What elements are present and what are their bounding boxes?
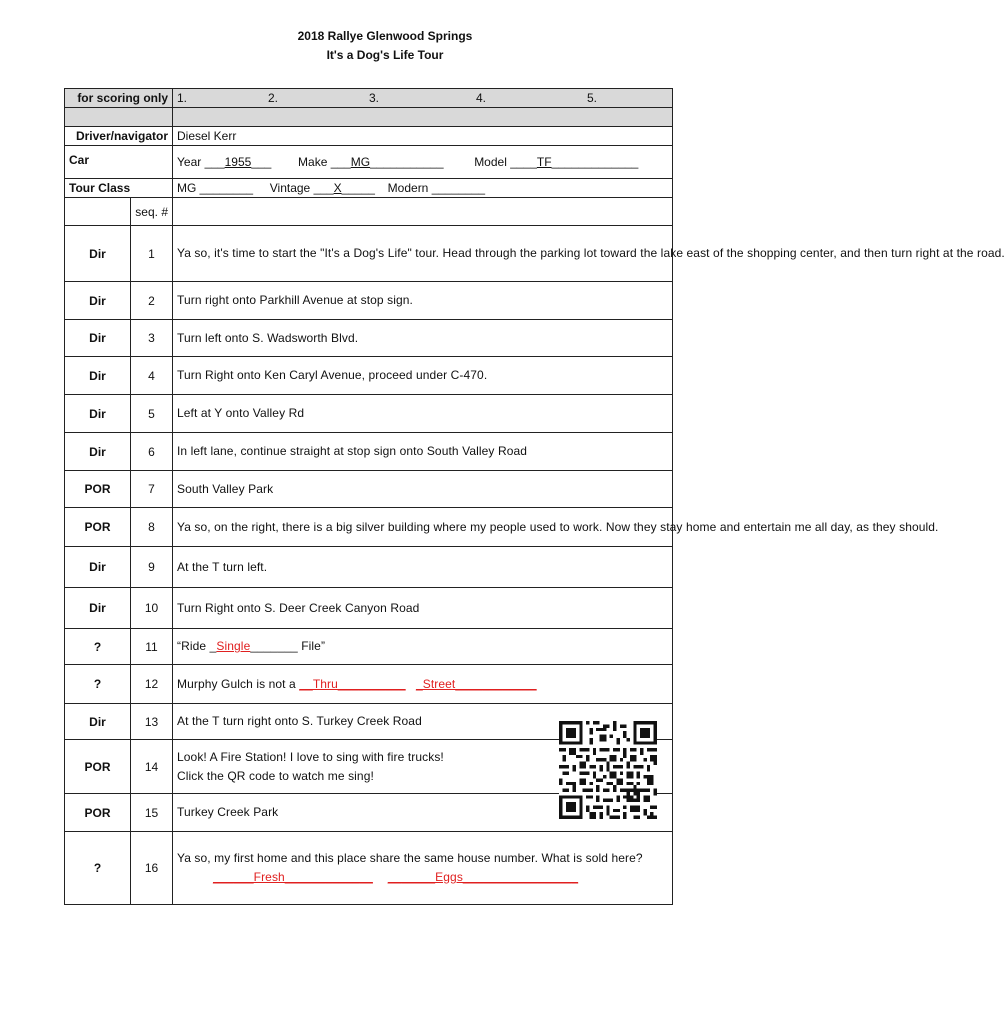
car-label: Car xyxy=(65,146,173,179)
seq-header: seq. # xyxy=(131,198,173,226)
row-instruction: Ya so, it's time to start the "It's a Dog's Life" tour. Head through the parking lot toward the lake east of the shopping center, and then turn right at the road. xyxy=(173,226,673,282)
document-subtitle: It's a Dog's Life Tour xyxy=(326,48,444,62)
driver-label: Driver/navigator xyxy=(65,127,173,146)
row-type: ? xyxy=(65,629,131,665)
row-type: Dir xyxy=(65,226,131,282)
table-row xyxy=(65,282,673,320)
table-row xyxy=(65,629,673,665)
row-seq: 10 xyxy=(131,588,173,629)
row-instruction xyxy=(173,665,673,704)
row-seq: 2 xyxy=(131,282,173,320)
answer-text-2: _______Eggs_________________ xyxy=(387,870,579,884)
car-model-label: Model ____ xyxy=(474,155,537,169)
row-instruction xyxy=(173,832,673,905)
answer-text: __Thru__________ xyxy=(299,676,406,691)
row-seq: 11 xyxy=(131,629,173,665)
question-text-tail: _______ File” xyxy=(250,639,326,653)
scoring-columns xyxy=(173,89,673,108)
tour-class-mg: MG ________ xyxy=(177,181,254,195)
instruction-line-1: Look! A Fire Station! I love to sing with fire trucks! xyxy=(177,749,444,764)
row-seq: 15 xyxy=(131,794,173,832)
row-seq: 6 xyxy=(131,433,173,471)
row-seq: 4 xyxy=(131,357,173,395)
row-type: Dir xyxy=(65,547,131,588)
table-row xyxy=(65,320,673,357)
driver-value: Diesel Kerr xyxy=(173,127,673,146)
row-seq: 14 xyxy=(131,740,173,794)
scoring-label: for scoring only xyxy=(65,89,173,108)
car-make-value: MG xyxy=(350,155,371,169)
row-type: Dir xyxy=(65,588,131,629)
car-year-trail: ___ xyxy=(251,155,272,169)
row-seq: 7 xyxy=(131,471,173,508)
question-text: Murphy Gulch is not a xyxy=(177,676,300,691)
row-instruction: Turkey Creek Park xyxy=(173,794,673,832)
table-row xyxy=(65,471,673,508)
table-row xyxy=(65,226,673,282)
row-seq: 5 xyxy=(131,395,173,433)
row-seq: 1 xyxy=(131,226,173,282)
question-text: Ya so, my first home and this place share the same house number. What is sold here? xyxy=(177,851,643,865)
row-instruction: Turn right onto Parkhill Avenue at stop sign. xyxy=(173,282,673,320)
answer-text: Single xyxy=(216,639,251,653)
row-type: ? xyxy=(65,832,131,905)
score-col-4: 4. xyxy=(476,91,487,105)
row-seq: 13 xyxy=(131,704,173,740)
score-col-1: 1. xyxy=(177,91,188,105)
row-type: Dir xyxy=(65,704,131,740)
tour-class-fields xyxy=(173,179,673,198)
question-text: “Ride _ xyxy=(177,639,217,653)
answer-text-2: _Street____________ xyxy=(415,676,537,691)
scoring-row xyxy=(65,89,673,108)
row-type: Dir xyxy=(65,357,131,395)
row-type: Dir xyxy=(65,320,131,357)
row-type: POR xyxy=(65,508,131,547)
tour-class-vintage-trail: _____ xyxy=(341,181,375,195)
row-type: ? xyxy=(65,665,131,704)
table-row xyxy=(65,508,673,547)
score-col-3: 3. xyxy=(369,91,380,105)
table-row xyxy=(65,665,673,704)
tour-class-modern: Modern ________ xyxy=(387,181,486,195)
row-instruction: At the T turn left. xyxy=(173,547,673,588)
table-row xyxy=(65,588,673,629)
row-instruction: Turn Right onto S. Deer Creek Canyon Road xyxy=(173,588,673,629)
row-type: Dir xyxy=(65,433,131,471)
row-type: POR xyxy=(65,794,131,832)
score-col-5: 5. xyxy=(587,91,598,105)
score-col-2: 2. xyxy=(268,91,279,105)
row-instruction: South Valley Park xyxy=(173,471,673,508)
qr-code-icon[interactable] xyxy=(555,721,661,819)
table-row xyxy=(65,547,673,588)
scoring-blank-row xyxy=(65,108,673,127)
driver-row xyxy=(65,127,673,146)
table-row xyxy=(65,357,673,395)
row-instruction xyxy=(173,629,673,665)
tour-class-vintage-value: X xyxy=(333,181,342,195)
car-year-label: Year ___ xyxy=(177,155,225,169)
row-seq: 8 xyxy=(131,508,173,547)
row-instruction: At the T turn right onto S. Turkey Creek Road xyxy=(173,704,673,740)
car-model-trail: _____________ xyxy=(551,155,639,169)
row-type: POR xyxy=(65,740,131,794)
answer-text: ______Fresh_____________ xyxy=(213,870,373,884)
row-seq: 12 xyxy=(131,665,173,704)
tour-class-row xyxy=(65,179,673,198)
row-type: POR xyxy=(65,471,131,508)
table-row xyxy=(65,433,673,471)
table-row xyxy=(65,395,673,433)
row-instruction: In left lane, continue straight at stop sign onto South Valley Road xyxy=(173,433,673,471)
seq-header-row xyxy=(65,198,673,226)
car-model-value: TF xyxy=(536,155,552,169)
car-make-trail: ___________ xyxy=(370,155,444,169)
row-instruction: Turn left onto S. Wadsworth Blvd. xyxy=(173,320,673,357)
document-title: 2018 Rallye Glenwood Springs xyxy=(297,29,473,43)
table-row xyxy=(65,832,673,905)
row-type: Dir xyxy=(65,282,131,320)
row-instruction: Left at Y onto Valley Rd xyxy=(173,395,673,433)
instruction-line-2: Click the QR code to watch me sing! xyxy=(177,768,374,783)
row-type: Dir xyxy=(65,395,131,433)
row-seq: 9 xyxy=(131,547,173,588)
car-make-label: Make ___ xyxy=(298,155,351,169)
tour-class-vintage-label: Vintage ___ xyxy=(269,181,334,195)
car-year-value: 1955 xyxy=(224,155,252,169)
row-instruction: Turn Right onto Ken Caryl Avenue, proceed under C-470. xyxy=(173,357,673,395)
row-instruction: Ya so, on the right, there is a big silver building where my people used to work. Now they stay home and entertain me all day, as they should. xyxy=(173,508,673,547)
car-fields xyxy=(173,146,673,179)
row-seq: 16 xyxy=(131,832,173,905)
row-seq: 3 xyxy=(131,320,173,357)
car-row xyxy=(65,146,673,179)
tour-class-label: Tour Class xyxy=(65,179,173,198)
answer-gap xyxy=(406,677,416,691)
